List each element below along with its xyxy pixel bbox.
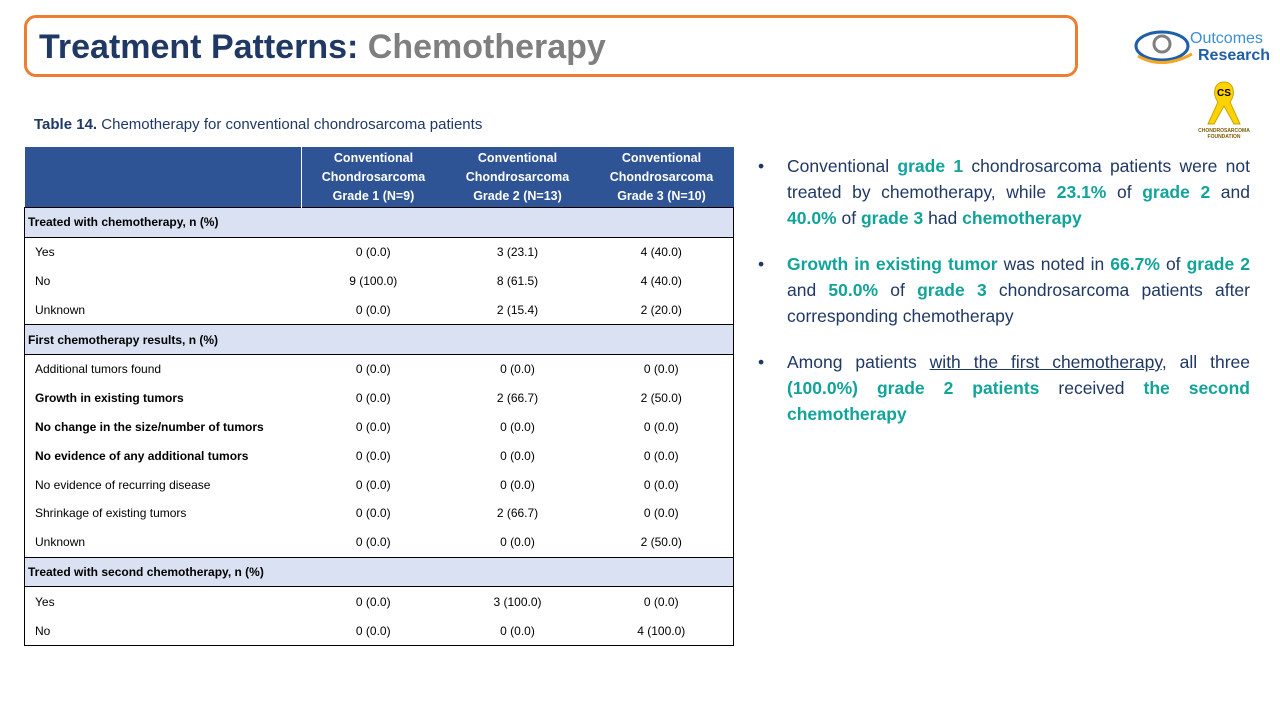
text: had — [923, 208, 963, 228]
row-label: No evidence of any additional tumors — [25, 441, 302, 470]
highlight: the second chemotherapy — [787, 378, 1250, 424]
text: , all three — [1161, 352, 1251, 372]
cell-grade-1: 0 (0.0) — [355, 419, 391, 434]
text: chondrosarcoma patients after corresponding chemotherapy — [787, 280, 1250, 326]
section-title: Treated with chemotherapy, n (%) — [25, 208, 734, 238]
text: and — [1210, 182, 1250, 202]
row-label: Yes — [25, 237, 302, 266]
highlight: 23.1% — [1056, 182, 1107, 202]
page-title — [39, 26, 606, 68]
cell-grade-1: 0 (0.0) — [355, 506, 391, 521]
cell-grade-2: 0 (0.0) — [500, 477, 535, 492]
finding-bullet-1 — [758, 153, 1250, 231]
highlight: Growth in existing tumor — [787, 254, 998, 274]
cell-grade-2: 0 (0.0) — [500, 535, 535, 550]
row-label: Unknown — [25, 528, 302, 557]
cell-grade-2: 0 (0.0) — [500, 419, 535, 434]
bullet-dot-icon: • — [758, 254, 765, 274]
cell-grade-3: 0 (0.0) — [590, 354, 734, 383]
highlight: 50.0% — [828, 280, 879, 300]
cell-grade-2: 0 (0.0) — [500, 362, 535, 377]
caption-text: Chemotherapy for conventional chondrosarcoma patients — [101, 116, 483, 133]
row-label: No change in the size/number of tumors — [25, 413, 302, 442]
cell-grade-2: 3 (100.0) — [493, 594, 542, 609]
logo-swoosh-icon — [1132, 26, 1196, 70]
highlight: grade 3 — [860, 208, 924, 228]
table-row — [25, 528, 734, 557]
text: chondrosarcoma patients were not treated by chemotherapy, while — [787, 156, 1251, 202]
section-row — [25, 208, 734, 238]
title-box — [24, 15, 1078, 77]
table-row — [25, 441, 734, 470]
table-row — [25, 354, 734, 383]
highlight: 66.7% — [1110, 254, 1160, 274]
cell-grade-3: 0 (0.0) — [590, 413, 734, 442]
header-grade-3: Conventional Chondrosarcoma Grade 3 (N=10) — [590, 147, 734, 208]
cell-grade-1: 9 (100.0) — [349, 273, 398, 288]
title-part-2: Chemotherapy — [367, 28, 606, 66]
cell-grade-3: 4 (100.0) — [590, 616, 734, 645]
cell-grade-1: 0 (0.0) — [355, 477, 391, 492]
highlight: chemotherapy — [962, 208, 1082, 228]
cell-grade-2: 3 (23.1) — [496, 245, 539, 260]
awareness-ribbon-icon — [1196, 78, 1252, 128]
section-title: Treated with second chemotherapy, n (%) — [25, 557, 734, 587]
row-label: Shrinkage of existing tumors — [25, 499, 302, 528]
highlight: (100.0%) grade 2 patients — [787, 378, 1040, 398]
findings-list — [758, 153, 1250, 447]
table-header-row — [25, 147, 734, 208]
cell-grade-1: 0 (0.0) — [355, 448, 391, 463]
header-grade-2: Conventional Chondrosarcoma Grade 2 (N=13) — [446, 147, 590, 208]
text: Conventional — [787, 156, 898, 176]
finding-bullet-3 — [758, 349, 1250, 427]
table-row — [25, 295, 734, 324]
text: received — [1039, 378, 1144, 398]
text: of — [1159, 254, 1187, 274]
bullet-dot-icon: • — [758, 352, 765, 372]
table-caption — [34, 116, 482, 133]
cell-grade-3: 0 (0.0) — [590, 499, 734, 528]
finding-bullet-2 — [758, 251, 1250, 329]
row-label: Yes — [25, 587, 302, 616]
cell-grade-2: 2 (66.7) — [496, 506, 539, 521]
cell-grade-1: 0 (0.0) — [355, 594, 391, 609]
cell-grade-1: 0 (0.0) — [355, 535, 391, 550]
cell-grade-3: 0 (0.0) — [590, 470, 734, 499]
cs-ribbon-logo — [1196, 78, 1252, 148]
title-part-1: Treatment Patterns: — [39, 28, 359, 66]
cell-grade-2: 8 (61.5) — [496, 273, 539, 288]
highlight: 40.0% — [787, 208, 837, 228]
row-label: No — [25, 267, 302, 296]
row-label: Unknown — [25, 295, 302, 324]
text: Among patients — [787, 352, 930, 372]
highlight: grade 1 — [897, 156, 964, 176]
text: of — [836, 208, 861, 228]
cell-grade-3: 2 (50.0) — [590, 384, 734, 413]
row-label: Additional tumors found — [25, 354, 302, 383]
table-row — [25, 413, 734, 442]
svg-text:CS: CS — [1217, 88, 1231, 99]
chemotherapy-table — [24, 147, 734, 646]
cell-grade-3: 0 (0.0) — [590, 587, 734, 616]
section-row — [25, 557, 734, 587]
row-label: No evidence of recurring disease — [25, 470, 302, 499]
text: and — [787, 280, 829, 300]
highlight: grade 3 — [917, 280, 987, 300]
header-blank — [25, 147, 302, 208]
caption-label: Table 14. — [34, 116, 98, 133]
cell-grade-1: 0 (0.0) — [355, 302, 391, 317]
cell-grade-1: 0 (0.0) — [355, 623, 391, 638]
row-label: No — [25, 616, 302, 645]
text: of — [878, 280, 918, 300]
cell-grade-3: 0 (0.0) — [590, 441, 734, 470]
table-row — [25, 237, 734, 266]
cell-grade-3: 2 (50.0) — [590, 528, 734, 557]
logo-text-outcomes: Outcomes — [1190, 30, 1263, 47]
ribbon-caption: CHONDROSARCOMA FOUNDATION — [1198, 128, 1250, 140]
cell-grade-3: 4 (40.0) — [590, 237, 734, 266]
highlight: grade 2 — [1186, 254, 1250, 274]
cell-grade-2: 2 (15.4) — [496, 302, 539, 317]
cell-grade-1: 0 (0.0) — [355, 391, 391, 406]
header-grade-1: Conventional Chondrosarcoma Grade 1 (N=9) — [301, 147, 446, 208]
text: was noted in — [997, 254, 1111, 274]
highlight: grade 2 — [1142, 182, 1211, 202]
text: of — [1106, 182, 1143, 202]
table-row — [25, 499, 734, 528]
table-row — [25, 587, 734, 616]
table-row — [25, 616, 734, 645]
table-row — [25, 267, 734, 296]
outcomes-research-logo — [1132, 26, 1272, 70]
cell-grade-2: 0 (0.0) — [500, 448, 535, 463]
logo-text-research: Research — [1198, 47, 1271, 64]
cell-grade-2: 2 (66.7) — [496, 391, 539, 406]
cell-grade-3: 4 (40.0) — [590, 267, 734, 296]
underlined-text: with the first chemotherapy — [929, 352, 1162, 372]
table-row — [25, 470, 734, 499]
cell-grade-3: 2 (20.0) — [590, 295, 734, 324]
table-row — [25, 384, 734, 413]
cell-grade-1: 0 (0.0) — [355, 362, 391, 377]
bullet-dot-icon: • — [758, 156, 765, 176]
cell-grade-1: 0 (0.0) — [355, 245, 391, 260]
section-row — [25, 325, 734, 355]
cell-grade-2: 0 (0.0) — [500, 623, 535, 638]
section-title: First chemotherapy results, n (%) — [25, 325, 734, 355]
row-label: Growth in existing tumors — [25, 384, 302, 413]
